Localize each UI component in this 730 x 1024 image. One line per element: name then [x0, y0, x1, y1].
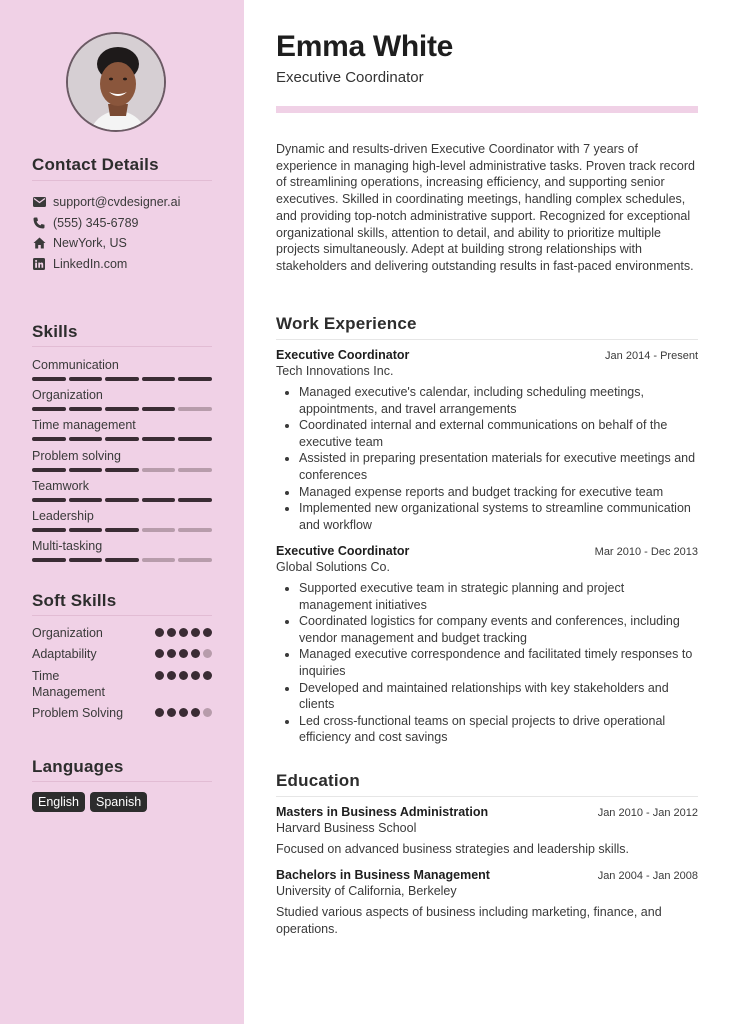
- skill-level-segment: [178, 377, 212, 381]
- job-bullets: [276, 384, 698, 533]
- skill-level-segment: [178, 558, 212, 562]
- contact-linkedin-text: LinkedIn.com: [53, 257, 128, 271]
- rating-dot: [155, 671, 164, 680]
- job-bullets: [276, 580, 698, 746]
- skill-item: [32, 507, 212, 532]
- language-badge: English: [32, 792, 85, 812]
- rating-dot: [203, 628, 212, 637]
- skill-label: Teamwork: [32, 478, 89, 493]
- skill-label: Multi-tasking: [32, 539, 103, 554]
- list-item: • Managed executive's calendar, including scheduling meetings, appointments, and travel arrangements: [299, 384, 698, 417]
- skill-level-segment: [69, 407, 103, 411]
- rating-dot: [155, 649, 164, 658]
- contact-phone-text: (555) 345-6789: [53, 216, 139, 230]
- skills-heading: Skills: [32, 322, 78, 341]
- soft-skill-label: Time Management: [32, 669, 105, 699]
- rating-dot: [179, 649, 188, 658]
- skill-level-segment: [69, 558, 103, 562]
- list-item: • Developed and maintained relationships with key stakeholders and clients: [299, 680, 698, 713]
- languages-heading: Languages: [32, 757, 124, 776]
- rating-dot: [191, 649, 200, 658]
- skill-level-segment: [142, 468, 176, 472]
- soft-skill-item: [32, 625, 212, 641]
- rating-dot: [155, 708, 164, 717]
- list-item: • Led cross-functional teams on special projects to drive operational efficiency and cost savings: [299, 713, 698, 746]
- rating-dot: [167, 649, 176, 658]
- rating-dot: [179, 671, 188, 680]
- skill-level-segment: [142, 437, 176, 441]
- list-item: • Coordinated internal and external communications on behalf of the executive team: [299, 417, 698, 450]
- skill-level-segment: [32, 437, 66, 441]
- profile-photo: [68, 34, 166, 132]
- soft-skill-rating: [155, 646, 212, 658]
- skill-level-segment: [105, 377, 139, 381]
- skill-level-bar: [32, 528, 212, 532]
- home-icon: [32, 236, 46, 250]
- profile-summary: Dynamic and results-driven Executive Coordinator with 7 years of experience in managing high-level administrative tasks. Proven track record of streamlining operations, increasing efficiency, and supporting senior executives. Skilled in coordinating meetings, handling complex schedules, and providing top-notch administrative support. Recognized for exceptional organizational skills, attention to detail, and ability to prioritize multiple projects simultaneously. Adept at building strong relationships with stakeholders and delivering outstanding results in fast-paced environments.: [276, 142, 695, 273]
- job-title: Executive Coordinator: [276, 348, 410, 362]
- skill-level-segment: [69, 377, 103, 381]
- skill-label: Communication: [32, 358, 119, 372]
- rating-dot: [191, 671, 200, 680]
- skill-level-segment: [178, 498, 212, 502]
- skill-level-segment: [32, 498, 66, 502]
- rating-dot: [203, 649, 212, 658]
- education-description: Studied various aspects of business including marketing, finance, and operations.: [276, 905, 662, 936]
- rating-dot: [167, 671, 176, 680]
- rating-dot: [191, 628, 200, 637]
- soft-skill-rating: [155, 668, 212, 680]
- school-name: Harvard Business School: [276, 821, 417, 835]
- list-item: • Supported executive team in strategic planning and project management initiatives: [299, 580, 698, 613]
- rating-dot: [167, 708, 176, 717]
- skill-level-segment: [69, 437, 103, 441]
- candidate-name: Emma White: [276, 30, 454, 63]
- skill-label: Problem solving: [32, 448, 121, 463]
- job-title: Executive Coordinator: [276, 544, 410, 558]
- skill-level-bar: [32, 558, 212, 562]
- skill-level-segment: [142, 558, 176, 562]
- skill-level-segment: [105, 498, 139, 502]
- education-entry: [276, 868, 698, 937]
- soft-skill-item: [32, 646, 212, 662]
- skill-label: Organization: [32, 388, 103, 403]
- contact-email-text: support@cvdesigner.ai: [53, 195, 181, 209]
- divider: [276, 796, 698, 797]
- list-item: • Coordinated logistics for company events and conferences, including vendor management and budget tracking: [299, 613, 698, 646]
- skill-level-bar: [32, 498, 212, 502]
- divider: [32, 781, 212, 782]
- job-company: Global Solutions Co.: [276, 560, 390, 574]
- job-entry: [276, 544, 698, 746]
- skill-level-bar: [32, 468, 212, 472]
- skill-level-segment: [32, 558, 66, 562]
- list-item: • Managed executive correspondence and facilitated timely responses to inquiries: [299, 646, 698, 679]
- rating-dot: [155, 628, 164, 637]
- contact-location-text: NewYork, US: [53, 236, 127, 250]
- skill-item: [32, 386, 212, 411]
- list-item: • Implemented new organizational systems to streamline communication and workflow: [299, 500, 698, 533]
- linkedin-icon: [32, 257, 46, 271]
- skill-level-segment: [105, 558, 139, 562]
- degree-title: Bachelors in Business Management: [276, 868, 490, 882]
- degree-title: Masters in Business Administration: [276, 805, 489, 819]
- contact-heading: Contact Details: [32, 155, 159, 174]
- contact-phone[interactable]: [32, 214, 138, 232]
- divider: [276, 339, 698, 340]
- education-description: Focused on advanced business strategies and leadership skills.: [276, 842, 629, 856]
- skill-item: [32, 537, 212, 562]
- soft-skill-label: Organization: [32, 626, 103, 640]
- contact-email[interactable]: [32, 193, 180, 211]
- skill-item: [32, 416, 212, 441]
- skill-level-segment: [105, 528, 139, 532]
- languages-list: [32, 792, 147, 812]
- soft-skill-rating: [155, 705, 212, 717]
- language-badge: Spanish: [90, 792, 147, 812]
- contact-linkedin[interactable]: [32, 255, 127, 273]
- skill-level-segment: [69, 498, 103, 502]
- rating-dot: [167, 628, 176, 637]
- skill-level-segment: [32, 528, 66, 532]
- school-name: University of California, Berkeley: [276, 884, 457, 898]
- rating-dot: [191, 708, 200, 717]
- job-dates: Mar 2010 - Dec 2013: [594, 546, 698, 558]
- accent-divider: [276, 106, 698, 113]
- skill-level-segment: [142, 498, 176, 502]
- contact-location: [32, 234, 127, 252]
- skill-item: [32, 447, 212, 472]
- skill-level-bar: [32, 407, 212, 411]
- rating-dot: [203, 708, 212, 717]
- work-experience-heading: Work Experience: [276, 314, 417, 333]
- main-content: [244, 0, 730, 1024]
- list-item: • Assisted in preparing presentation materials for executive meetings and conferences: [299, 450, 698, 483]
- skill-level-segment: [32, 377, 66, 381]
- skill-level-segment: [105, 468, 139, 472]
- divider: [32, 346, 212, 347]
- soft-skill-item: [32, 668, 212, 700]
- job-dates: Jan 2014 - Present: [605, 350, 698, 362]
- skill-level-segment: [178, 528, 212, 532]
- skill-level-segment: [105, 437, 139, 441]
- avatar: [66, 32, 166, 132]
- rating-dot: [179, 628, 188, 637]
- skill-level-segment: [142, 528, 176, 532]
- skill-item: [32, 356, 212, 381]
- divider: [32, 180, 212, 181]
- rating-dot: [179, 708, 188, 717]
- phone-icon: [32, 216, 46, 230]
- soft-skills-heading: Soft Skills: [32, 591, 117, 610]
- education-dates: Jan 2004 - Jan 2008: [597, 870, 698, 882]
- divider: [32, 615, 212, 616]
- skill-level-segment: [178, 407, 212, 411]
- job-entry: [276, 348, 698, 533]
- soft-skill-label: Problem Solving: [32, 706, 124, 720]
- list-item: • Managed expense reports and budget tracking for executive team: [299, 484, 698, 501]
- skill-level-segment: [105, 407, 139, 411]
- skill-level-segment: [142, 377, 176, 381]
- soft-skill-rating: [155, 625, 212, 637]
- soft-skill-label: Adaptability: [32, 647, 97, 661]
- envelope-icon: [32, 195, 46, 209]
- rating-dot: [203, 671, 212, 680]
- skill-level-segment: [69, 528, 103, 532]
- education-heading: Education: [276, 771, 360, 790]
- skill-level-segment: [69, 468, 103, 472]
- education-dates: Jan 2010 - Jan 2012: [597, 807, 698, 819]
- skill-level-segment: [178, 437, 212, 441]
- skill-label: Leadership: [32, 509, 94, 523]
- skill-label: Time management: [32, 418, 136, 433]
- skill-level-segment: [32, 468, 66, 472]
- skill-level-bar: [32, 437, 212, 441]
- skill-level-segment: [142, 407, 176, 411]
- skill-level-segment: [178, 468, 212, 472]
- skill-item: [32, 477, 212, 502]
- candidate-title: Executive Coordinator: [276, 69, 424, 86]
- soft-skill-item: [32, 705, 212, 721]
- sidebar: [0, 0, 244, 1024]
- skill-level-bar: [32, 377, 212, 381]
- job-company: Tech Innovations Inc.: [276, 364, 394, 378]
- education-entry: [276, 805, 698, 858]
- skill-level-segment: [32, 407, 66, 411]
